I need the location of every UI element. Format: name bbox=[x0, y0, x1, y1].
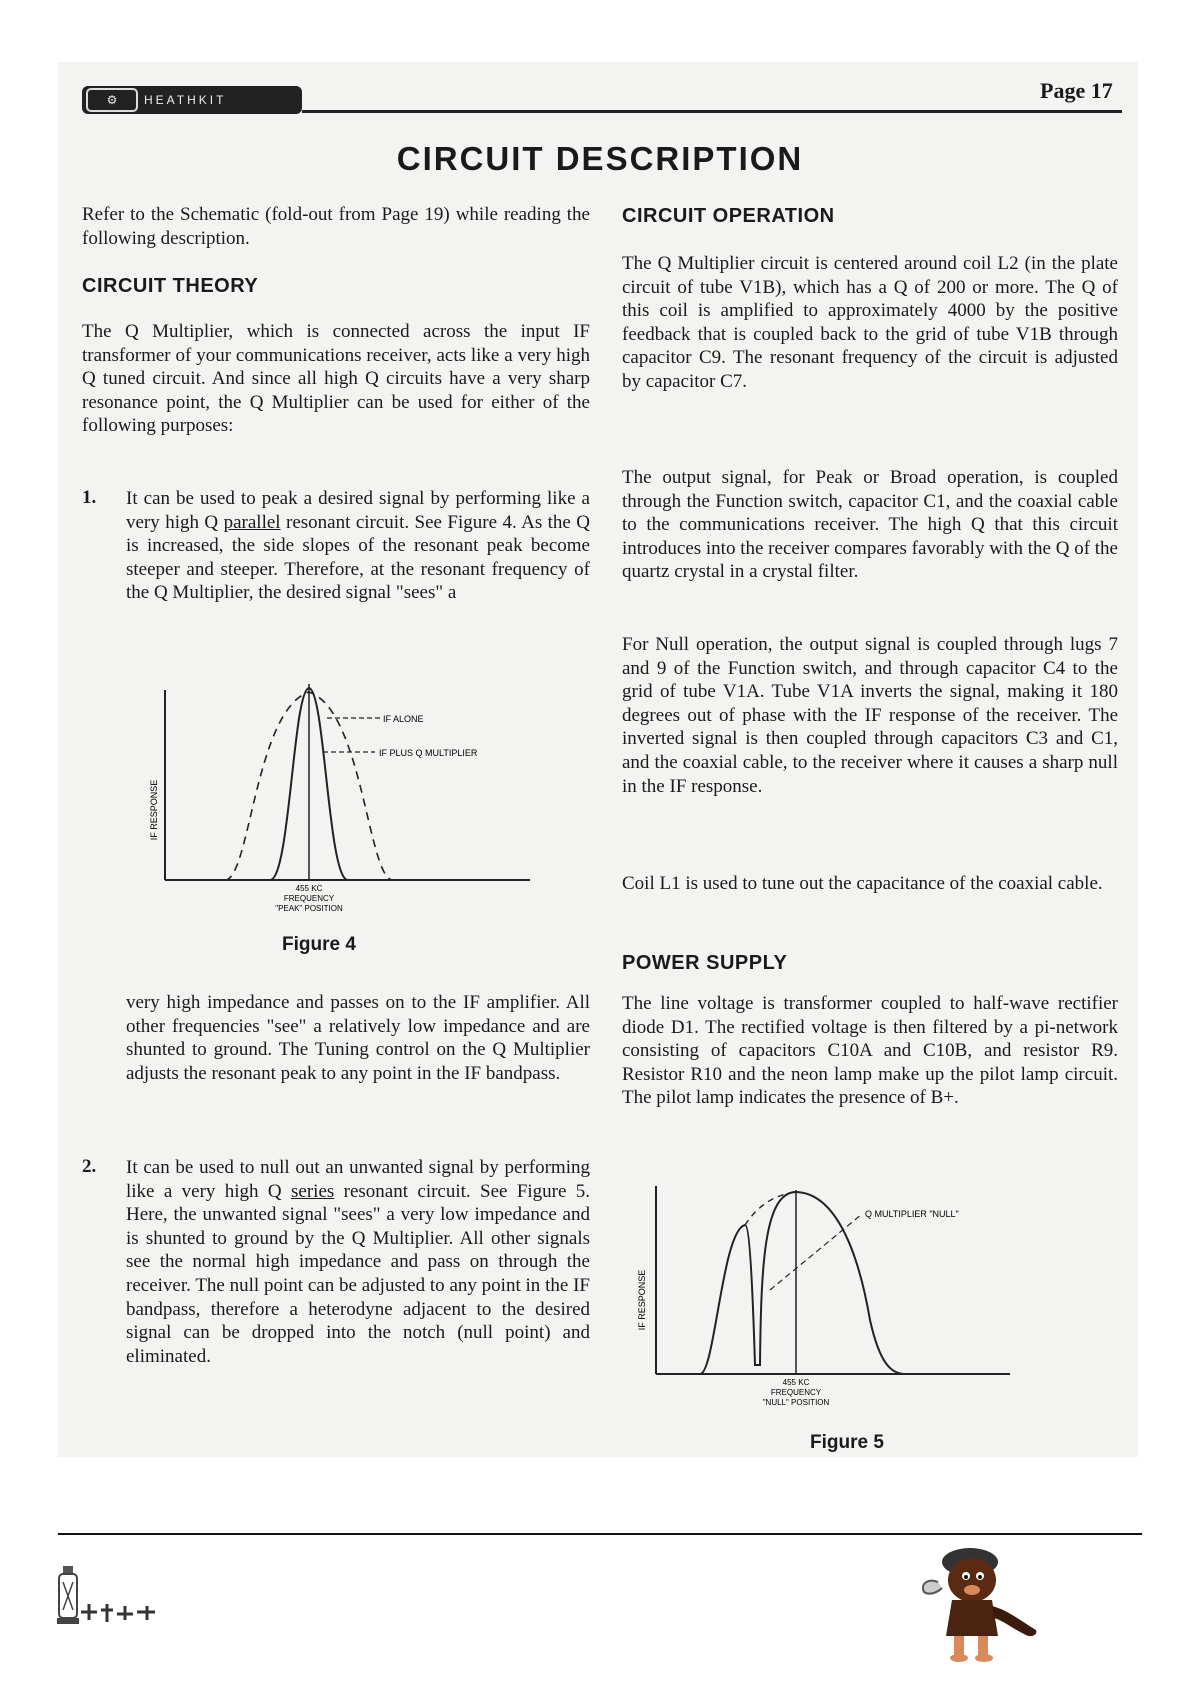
page-number: Page 17 bbox=[1040, 78, 1113, 103]
figure-4-x-label-frequency: FREQUENCY bbox=[283, 894, 335, 903]
list-item-2-text bbox=[126, 1156, 590, 1368]
list-number-1: 1. bbox=[82, 487, 97, 508]
footer-rule bbox=[58, 1533, 1142, 1535]
list-item-1-continued: very high impedance and passes on to the IF amplifier. All other frequencies "see" a relatively low impedance and are shunted to ground. The Tuning control on the Q Multiplier adjusts the resonant peak to any point in the IF bandpass. bbox=[126, 992, 590, 1084]
circuit-operation-paragraph-2: The output signal, for Peak or Broad operation, is coupled through the Function switch, capacitor C1, and the coaxial cable to the communications receiver. The high Q that this circuit introduces into the receiver compares favorably with the Q of the quartz crystal in a crystal filter. bbox=[622, 467, 1118, 583]
list-item-1-underlined: parallel bbox=[223, 511, 281, 533]
figure-5-null-curve bbox=[700, 1192, 905, 1374]
circuit-theory-paragraph: The Q Multiplier, which is connected across the input IF transformer of your communications receiver, acts like a very high Q tuned circuit. And since all high Q circuits have a very sharp resonance point, the Q Multiplier can be used for either of the following purposes: bbox=[82, 321, 590, 437]
circuit-operation-paragraph-1: The Q Multiplier circuit is centered around coil L2 (in the plate circuit of tube V1B), which has a Q of 200 or more. The Q of this coil is amplified to approximately 4000 by the positive feedback that is coupled back to the grid of tube V1B through capacitor C9. The resonant frequency of the circuit is adjusted by capacitor C7. bbox=[622, 253, 1118, 392]
power-supply-paragraph: The line voltage is transformer coupled to half-wave rectifier diode D1. The rectified voltage is then filtered by a pi-network consisting of capacitors C10A and C10B, and resistor R9. Resistor R10 and the neon lamp make up the pilot lamp circuit. The pilot lamp indicates the presence of B+. bbox=[622, 993, 1118, 1109]
vacuum-tube-logo-icon bbox=[55, 1560, 170, 1630]
list-item-1-part-a: It can be used to peak a desired signal by performing like a very high Q bbox=[126, 488, 590, 533]
figure-5-if-alone-curve bbox=[745, 1192, 795, 1225]
intro-paragraph: Refer to the Schematic (fold-out from Page 19) while reading the following description. bbox=[82, 204, 590, 249]
circuit-operation-paragraph-3: For Null operation, the output signal is coupled through lugs 7 and 9 of the Function switch, and through capacitor C4 to the grid of tube V1A. Tube V1A inverts the signal, making it 180 degrees out of phase with the IF response of the receiver. The inverted signal is then coupled through capacitors C3 and C1, and the coaxial cable, to the receiver where it causes a sharp null in the IF response. bbox=[622, 634, 1118, 797]
power-supply-heading: POWER SUPPLY bbox=[622, 952, 788, 974]
figure-5-x-label-position: "NULL" POSITION bbox=[762, 1398, 830, 1407]
figure-4-label-if-alone: IF ALONE bbox=[383, 714, 424, 724]
list-number-2: 2. bbox=[82, 1156, 97, 1177]
caveman-mascot-icon bbox=[908, 1540, 1043, 1665]
page-title: CIRCUIT DESCRIPTION bbox=[396, 140, 804, 177]
circuit-theory-heading: CIRCUIT THEORY bbox=[82, 275, 259, 297]
figure-5-x-label-frequency: FREQUENCY bbox=[770, 1388, 822, 1397]
figure-5-caption: Figure 5 bbox=[810, 1432, 884, 1453]
figure-4-y-label: IF RESPONSE bbox=[149, 779, 159, 841]
figure-4-x-label-position: "PEAK" POSITION bbox=[275, 904, 343, 913]
list-item-1-part-b: resonant circuit. See Figure 4. As the Q is increased, the side slopes of the resonant peak become steeper and steeper. Therefore, at the resonant frequency of the Q Multiplier, the desired signal "sees" a bbox=[126, 511, 591, 604]
circuit-operation-paragraph-4: Coil L1 is used to tune out the capacitance of the coaxial cable. bbox=[622, 873, 1103, 894]
figure-5-graph bbox=[630, 1180, 1040, 1420]
figure-5-label-null: Q MULTIPLIER "NULL" bbox=[865, 1209, 959, 1219]
header-rule bbox=[302, 110, 1122, 113]
list-item-2-part-a: It can be used to null out an unwanted signal by performing like a very high Q bbox=[126, 1157, 590, 1202]
figure-4-caption: Figure 4 bbox=[282, 934, 356, 955]
figure-4-label-if-plus: IF PLUS Q MULTIPLIER bbox=[379, 748, 478, 758]
circuit-operation-heading: CIRCUIT OPERATION bbox=[622, 205, 835, 227]
figure-5-leader-null bbox=[770, 1214, 862, 1290]
logo-emblem-icon: ⚙ bbox=[86, 88, 138, 112]
logo-brand-text: HEATHKIT bbox=[144, 93, 227, 107]
figure-4-graph bbox=[145, 680, 545, 920]
figure-5-x-label-455: 455 KC bbox=[782, 1378, 810, 1387]
list-item-1-text bbox=[126, 487, 590, 605]
heathkit-logo bbox=[82, 86, 302, 114]
list-item-2-part-b: resonant circuit. See Figure 5. Here, the unwanted signal "sees" a very low impedance and is shunted to ground by the Q Multiplier. All other signals see the normal high impedance and pass on through the receiver. The null point can be adjusted to any point in the IF bandpass, therefore a heterodyne adjacent to the desired signal can be dropped into the notch (null point) and eliminated. bbox=[126, 1180, 591, 1367]
list-item-2-underlined: series bbox=[291, 1180, 335, 1202]
figure-4-x-label-455: 455 KC bbox=[295, 884, 323, 893]
figure-5-y-label: IF RESPONSE bbox=[637, 1269, 647, 1331]
